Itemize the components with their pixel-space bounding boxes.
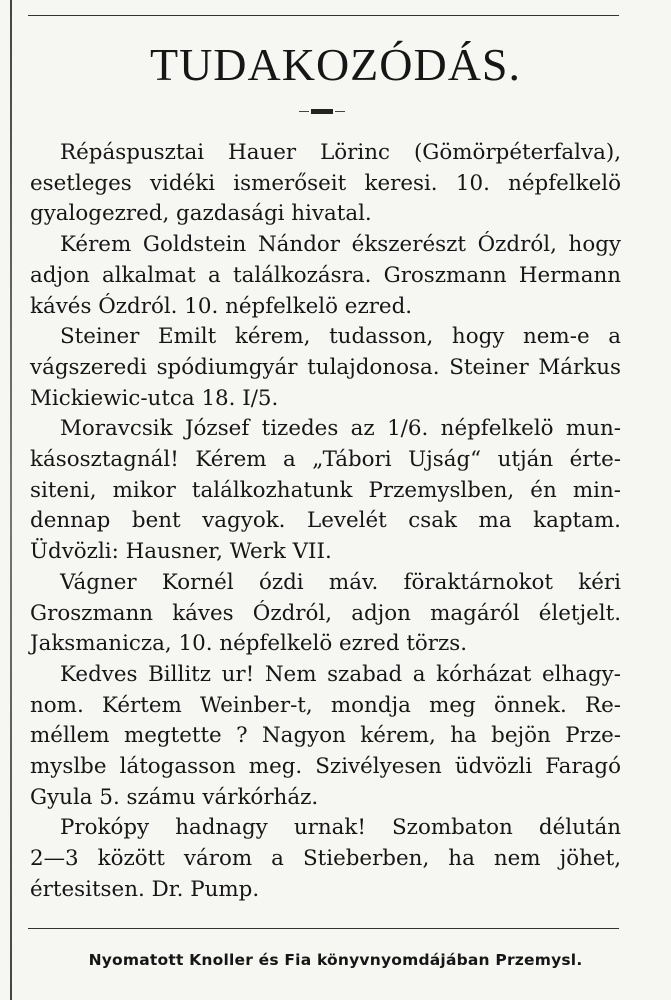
- notice-line: kávés Ózdról. 10. népfelkelö ezred.: [30, 293, 413, 319]
- notice-line: Gyula 5. számu várkórház.: [30, 784, 319, 810]
- notice-line: Mickiewic-utca 18. I/5.: [30, 385, 279, 411]
- notice-line: Steiner Emilt kérem, tudasson, hogy nem-e a: [60, 324, 621, 350]
- notice-line: Répáspusztai Hauer Lörinc (Gömörpéterfalva),: [60, 140, 621, 165]
- notice-paragraph: [30, 660, 621, 814]
- printer-imprint: Nyomatott Knoller és Fia könyvnyomdájában Przemysl.: [88, 951, 583, 969]
- notice-line: gyalogezred, gazdasági hivatal.: [30, 201, 372, 227]
- notice-line: Jaksmanicza, 10. népfelkelö ezred törzs.: [30, 631, 468, 657]
- top-rule: [28, 15, 619, 16]
- notice-paragraph: [30, 414, 621, 568]
- notice-line: Groszmann káves Ózdról, adjon magáról életjelt.: [30, 600, 621, 626]
- title-ornament-dash: [311, 109, 333, 114]
- notice-line: dennap bent vagyok. Levelét csak ma kaptam.: [30, 508, 621, 534]
- notice-line: nom. Kértem Weinber-t, mondja meg önnek. Re-: [30, 692, 621, 718]
- page-title: TUDAKOZÓDÁS.: [149, 39, 522, 90]
- notice-paragraph: [30, 230, 621, 322]
- notice-line: Kedves Billitz ur! Nem szabad a kórházat elhagy-: [60, 661, 621, 687]
- notice-line: Üdvözli: Hausner, Werk VII.: [30, 539, 332, 565]
- notice-line: méllem megtette ? Nagyon kérem, ha bejön Prze-: [30, 723, 621, 749]
- notice-paragraph: [30, 138, 621, 230]
- notice-line: Vágner Kornél ózdi máv. föraktárnokot kéri: [60, 569, 621, 595]
- notice-line: siteni, mikor találkozhatunk Przemyslben, én min-: [30, 477, 621, 503]
- notice-line: vágszeredi spódiumgyár tulajdonosa. Steiner Márkus: [30, 354, 621, 380]
- notice-line: kásosztagnál! Kérem a „Tábori Ujság“ utján érte-: [30, 447, 621, 473]
- notice-line: Kérem Goldstein Nándor ékszerészt Ózdról, hogy: [60, 232, 621, 258]
- notices-column: [30, 138, 621, 906]
- page-left-border: [10, 0, 12, 1000]
- notice-paragraph: [30, 322, 621, 414]
- notice-line: Moravcsik József tizedes az 1/6. népfelkelö mun-: [60, 416, 621, 442]
- notice-paragraph: [30, 568, 621, 660]
- notice-line: myslbe látogasson meg. Szivélyesen üdvözli Faragó: [30, 754, 621, 780]
- notice-paragraph: [30, 813, 621, 905]
- notice-line: adjon alkalmat a találkozásra. Groszmann Hermann: [30, 262, 621, 288]
- notice-line: Prokópy hadnagy urnak! Szombaton délután: [60, 815, 621, 841]
- notice-line: 2—3 között várom a Stieberben, ha nem jöhet,: [30, 846, 621, 872]
- notice-line: esetleges vidéki ismerőseit keresi. 10. népfelkelö: [30, 170, 621, 196]
- bottom-rule: [28, 928, 619, 929]
- notice-line: értesitsen. Dr. Pump.: [30, 876, 260, 902]
